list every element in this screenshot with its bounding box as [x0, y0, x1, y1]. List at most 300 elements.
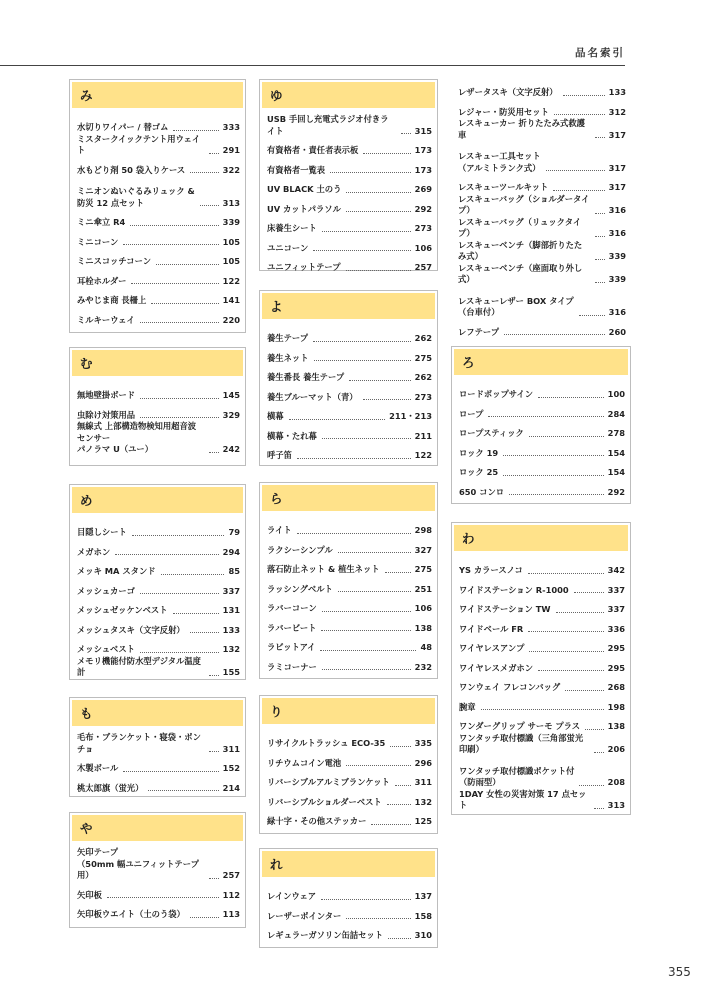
index-entry	[267, 576, 432, 596]
entry-name: ロック 19	[459, 447, 499, 458]
dot-leader	[563, 95, 605, 96]
page-header	[0, 36, 707, 64]
dot-leader	[595, 137, 605, 138]
entry-page-number: 48	[420, 642, 432, 652]
entry-page-number: 214	[222, 782, 240, 793]
index-entry	[459, 674, 625, 694]
entry-page-number: 220	[222, 314, 240, 325]
entry-name: ワイドベール FR	[459, 623, 524, 634]
index-entry	[77, 134, 240, 157]
entry-name: ラッシングベルト	[267, 583, 333, 594]
section-heading: む	[72, 350, 243, 376]
index-entry	[77, 519, 240, 539]
entry-page-number: 145	[222, 390, 240, 400]
entry-page-number: 335	[414, 738, 432, 748]
entry-page-number: 138	[414, 622, 432, 633]
index-entry	[267, 137, 432, 157]
entry-page-number: 122	[222, 275, 240, 286]
index-entry	[459, 713, 625, 733]
entry-page-number: 260	[608, 326, 626, 337]
index-entry	[458, 118, 626, 141]
entry-name: 矢印板	[77, 889, 102, 900]
entry-name: YS カラースノコ	[459, 565, 523, 575]
dot-leader	[140, 593, 219, 594]
index-entry	[267, 157, 432, 177]
dot-leader	[553, 190, 604, 191]
entry-page-number: 105	[222, 256, 240, 266]
dot-leader	[322, 231, 411, 232]
index-entry	[267, 364, 432, 384]
entry-page-number: 312	[608, 106, 626, 117]
entry-name: メッシュベスト	[77, 644, 135, 654]
index-entry	[77, 755, 240, 775]
entry-page-number: 133	[608, 87, 626, 97]
entry-name: メモリ機能付防水型デジタル温度計	[77, 655, 201, 677]
entry-name: 有資格者・責任者表示板	[267, 145, 359, 155]
index-entry	[459, 479, 625, 499]
dot-leader	[314, 360, 411, 361]
index-entry	[77, 775, 240, 795]
entry-name: 目隠しシート	[77, 527, 127, 537]
index-section-ya	[69, 812, 246, 928]
entry-list	[70, 513, 245, 679]
index-entry	[267, 789, 432, 809]
dot-leader	[190, 632, 219, 633]
index-entry	[458, 319, 626, 339]
entry-name: 横幕・たれ幕	[267, 430, 317, 441]
index-entry	[77, 176, 240, 209]
index-section-ra	[259, 482, 438, 679]
dot-leader	[200, 205, 219, 206]
index-entry	[267, 654, 432, 674]
index-entry	[459, 381, 625, 401]
entry-name: ロードポップサイン	[459, 389, 534, 399]
entry-name: ミニコーン	[77, 236, 119, 247]
entry-name: メッキ MA スタンド	[77, 566, 156, 576]
index-entry	[267, 325, 432, 345]
entry-name: ミルキーウェイ	[77, 314, 135, 325]
index-entry	[77, 597, 240, 617]
entry-name: レスキューベンチ（座面取り外し式）	[458, 262, 583, 284]
entry-name: 腕章	[459, 701, 476, 712]
entry-page-number: 329	[222, 409, 240, 420]
index-entry	[267, 730, 432, 750]
entry-name: みやじま商 長柵上	[77, 295, 147, 305]
index-entry	[459, 596, 625, 616]
dot-leader	[546, 170, 605, 171]
dot-leader	[565, 690, 603, 691]
index-entry	[267, 176, 432, 196]
dot-leader	[529, 651, 603, 652]
dot-leader	[321, 630, 410, 631]
entry-name: USB 手回し充電式ラジオ付きライト	[267, 114, 389, 136]
dot-leader	[173, 613, 219, 614]
entry-list	[70, 108, 245, 326]
entry-name: 水切りワイパー / 替ゴム	[77, 122, 169, 132]
entry-name: 矢印テープ （50mm 幅ユニフィットテープ用）	[77, 847, 199, 880]
dot-leader	[123, 244, 218, 245]
dot-leader	[401, 133, 411, 134]
entry-page-number: 317	[608, 162, 626, 173]
entry-list	[70, 376, 245, 456]
index-entry	[77, 617, 240, 637]
index-entry	[267, 442, 432, 462]
dot-leader	[385, 572, 411, 573]
dot-leader	[585, 729, 604, 730]
dot-leader	[140, 417, 219, 418]
dot-leader	[313, 250, 410, 251]
entry-page-number: 336	[607, 623, 625, 634]
entry-page-number: 211・213	[389, 411, 432, 421]
dot-leader	[173, 130, 218, 131]
entry-name: ユニフィットテープ	[267, 262, 341, 272]
index-entry	[267, 883, 432, 903]
entry-page-number: 138	[607, 721, 625, 731]
dot-leader	[594, 752, 604, 753]
entry-name: ミスタークイックテント用ウェイト	[77, 133, 201, 155]
entry-page-number: 262	[414, 333, 432, 343]
dot-leader	[509, 494, 604, 495]
dot-leader	[322, 438, 411, 439]
entry-page-number: 100	[607, 389, 625, 399]
index-entry	[77, 382, 240, 402]
index-entry	[267, 114, 432, 137]
index-entry	[458, 286, 626, 319]
entry-name: 矢印板ウエイト（土のう袋）	[77, 909, 185, 919]
index-section-yo	[259, 290, 438, 466]
dot-leader	[371, 824, 410, 825]
entry-name: レギュラーガソリン缶詰セット	[267, 930, 383, 940]
entry-page-number: 337	[607, 584, 625, 595]
entry-name: レジャー・防災用セット	[458, 106, 549, 117]
section-heading: ろ	[454, 349, 628, 375]
dot-leader	[209, 452, 219, 453]
dot-leader	[595, 213, 605, 214]
index-entry	[77, 656, 240, 679]
entry-name: 耳栓ホルダー	[77, 275, 127, 286]
index-entry	[267, 403, 432, 423]
entry-name: 虫除け対策用品	[77, 409, 136, 420]
entry-page-number: 141	[222, 295, 240, 305]
entry-page-number: 342	[607, 565, 625, 575]
entry-page-number: 133	[222, 624, 240, 635]
dot-leader	[132, 535, 225, 536]
dot-leader	[554, 114, 605, 115]
entry-page-number: 251	[414, 583, 432, 594]
entry-page-number: 155	[222, 667, 240, 677]
dot-leader	[503, 455, 604, 456]
index-entry	[77, 636, 240, 656]
entry-name: ロープスティック	[459, 428, 524, 438]
entry-page-number: 339	[608, 274, 626, 284]
section-heading: よ	[262, 293, 435, 319]
entry-page-number: 295	[607, 643, 625, 653]
dot-leader	[528, 631, 603, 632]
dot-leader	[148, 790, 218, 791]
entry-page-number: 154	[607, 447, 625, 458]
entry-page-number: 322	[222, 164, 240, 175]
entry-list	[446, 74, 631, 338]
index-entry	[77, 901, 240, 921]
index-section-re	[259, 848, 438, 948]
dot-leader	[595, 236, 605, 237]
section-heading: ゆ	[262, 82, 435, 108]
entry-page-number: 257	[414, 262, 432, 272]
entry-list	[260, 877, 437, 942]
entry-page-number: 132	[222, 644, 240, 654]
entry-name: 床養生シート	[267, 223, 317, 233]
dot-leader	[503, 475, 604, 476]
entry-page-number: 211	[414, 430, 432, 441]
dot-leader	[388, 938, 411, 939]
index-entry	[459, 401, 625, 421]
entry-page-number: 278	[607, 428, 625, 438]
index-entry	[459, 577, 625, 597]
index-section-wa	[451, 522, 631, 815]
entry-name: レスキューレザー BOX タイプ （台車付）	[458, 295, 574, 317]
dot-leader	[346, 270, 411, 271]
entry-name: 養生番長 養生テープ	[267, 372, 345, 382]
entry-page-number: 113	[222, 909, 240, 919]
entry-name: リバーシブルショルダーベスト	[267, 796, 382, 807]
index-entry	[77, 248, 240, 268]
index-entry	[459, 733, 625, 756]
dot-leader	[595, 259, 605, 260]
index-entry	[77, 157, 240, 177]
dot-leader	[481, 709, 604, 710]
index-entry	[459, 420, 625, 440]
entry-page-number: 106	[414, 242, 432, 253]
dot-leader	[579, 785, 603, 786]
dot-leader	[504, 334, 605, 335]
entry-name: ライト	[267, 525, 292, 535]
dot-leader	[574, 592, 604, 593]
entry-page-number: 273	[414, 391, 432, 402]
entry-name: UV BLACK 土のう	[267, 184, 342, 194]
entry-name: ロープ	[459, 408, 484, 419]
entry-page-number: 137	[414, 891, 432, 901]
index-entry	[458, 79, 626, 99]
entry-name: メッシュカーゴ	[77, 585, 135, 596]
index-entry	[458, 174, 626, 194]
entry-list	[70, 726, 245, 794]
entry-page-number: 152	[222, 763, 240, 773]
entry-name: ミニスコッチコーン	[77, 256, 152, 266]
index-entry	[458, 141, 626, 174]
entry-name: ラクシーシンプル	[267, 544, 333, 555]
entry-name: ラビットアイ	[267, 642, 316, 652]
index-entry	[459, 459, 625, 479]
dot-leader	[140, 652, 219, 653]
dot-leader	[131, 283, 218, 284]
dot-leader	[107, 897, 219, 898]
entry-name: 有資格者一覧表	[267, 164, 326, 175]
entry-name: ワンダーグリップ サーモ プラス	[459, 721, 581, 731]
entry-name: レーザーポインター	[267, 910, 342, 921]
entry-page-number: 173	[414, 164, 432, 175]
dot-leader	[528, 573, 604, 574]
entry-page-number: 316	[608, 228, 626, 238]
dot-leader	[538, 670, 604, 671]
entry-page-number: 242	[222, 444, 240, 454]
dot-leader	[363, 153, 410, 154]
index-title: 品名索引	[575, 47, 625, 59]
entry-name: 養生ブルーマット（青）	[267, 391, 358, 402]
index-entry	[267, 556, 432, 576]
index-section-ri	[259, 695, 438, 834]
entry-name: ワンタッチ取付標識ポケット付 （防雨型）	[459, 765, 575, 787]
entry-name: 呼子笛	[267, 450, 292, 460]
header-rule	[0, 65, 625, 66]
dot-leader	[130, 225, 218, 226]
dot-leader	[322, 611, 411, 612]
dot-leader	[209, 751, 219, 752]
index-entry	[267, 537, 432, 557]
index-entry	[267, 634, 432, 654]
dot-leader	[140, 322, 219, 323]
entry-page-number: 125	[414, 816, 432, 826]
entry-page-number: 311	[414, 777, 432, 787]
entry-page-number: 112	[222, 889, 240, 900]
entry-list	[260, 511, 437, 673]
index-entry	[267, 903, 432, 923]
dot-leader	[297, 533, 411, 534]
index-entry	[267, 750, 432, 770]
entry-page-number: 333	[222, 122, 240, 132]
entry-page-number: 105	[222, 236, 240, 247]
entry-name: UV カットパラソル	[267, 203, 341, 214]
entry-page-number: 337	[222, 585, 240, 596]
dot-leader	[349, 380, 411, 381]
index-entry	[77, 558, 240, 578]
entry-list	[452, 551, 630, 812]
entry-page-number: 206	[607, 744, 625, 754]
index-section-ro	[451, 346, 631, 504]
entry-name: 毛布・ブランケット・寝袋・ポンチョ	[77, 732, 201, 754]
index-entry	[458, 217, 626, 240]
index-entry	[459, 789, 625, 812]
index-entry	[459, 440, 625, 460]
index-entry	[267, 235, 432, 255]
dot-leader	[579, 315, 605, 316]
index-entry	[458, 194, 626, 217]
dot-leader	[529, 436, 604, 437]
dot-leader	[346, 765, 410, 766]
dot-leader	[156, 264, 219, 265]
entry-name: ラミコーナー	[267, 661, 317, 672]
index-entry	[77, 578, 240, 598]
entry-page-number: 327	[414, 544, 432, 555]
section-heading: れ	[262, 851, 435, 877]
index-entry	[459, 616, 625, 636]
dot-leader	[594, 808, 604, 809]
entry-name: 1DAY 女性の災害対策 17 点セット	[459, 788, 587, 810]
dot-leader	[346, 192, 410, 193]
dot-leader	[538, 397, 604, 398]
entry-name: ラバービート	[267, 622, 317, 633]
entry-page-number: 292	[607, 486, 625, 497]
entry-name: ワンウェイ フレコンバッグ	[459, 682, 561, 692]
entry-page-number: 122	[414, 450, 432, 460]
index-entry	[77, 882, 240, 902]
entry-name: ワイヤレスアンプ	[459, 643, 525, 653]
entry-name: 桃太郎旗（蛍光）	[77, 782, 144, 793]
dot-leader	[297, 458, 411, 459]
section-heading: み	[72, 82, 243, 108]
entry-name: 緑十字・その他ステッカー	[267, 816, 367, 826]
entry-page-number: 106	[414, 603, 432, 613]
entry-page-number: 316	[608, 205, 626, 215]
entry-list	[260, 319, 437, 462]
index-entry	[458, 99, 626, 119]
index-entry	[77, 847, 240, 882]
index-entry	[77, 268, 240, 288]
index-entry	[267, 517, 432, 537]
entry-page-number: 273	[414, 223, 432, 233]
index-entry	[267, 345, 432, 365]
entry-name: レスキューカー 折りたたみ式救護車	[458, 118, 585, 140]
entry-name: レスキューベンチ（脚部折りたたみ式）	[458, 239, 583, 261]
entry-page-number: 296	[414, 757, 432, 768]
entry-page-number: 173	[414, 145, 432, 155]
entry-page-number: 158	[414, 910, 432, 921]
entry-name: 無線式 上部構造物検知用超音波センサー パノラマ U（ユー）	[77, 421, 197, 454]
dot-leader	[140, 398, 219, 399]
entry-name: ミニ傘立 R4	[77, 217, 126, 227]
entry-page-number: 294	[222, 546, 240, 557]
entry-page-number: 257	[222, 870, 240, 880]
index-continuation-re	[446, 74, 631, 338]
entry-name: ラバーコーン	[267, 603, 317, 613]
entry-page-number: 154	[607, 467, 625, 477]
entry-name: ロック 25	[459, 467, 499, 477]
dot-leader	[346, 918, 410, 919]
dot-leader	[209, 675, 219, 676]
entry-name: レザータスキ（文字反射）	[458, 87, 558, 97]
entry-page-number: 291	[222, 145, 240, 155]
dot-leader	[395, 785, 411, 786]
section-heading: り	[262, 698, 435, 724]
index-entry	[77, 209, 240, 229]
index-entry	[459, 557, 625, 577]
entry-name: 養生テープ	[267, 333, 309, 343]
dot-leader	[313, 341, 411, 342]
entry-page-number: 284	[607, 408, 625, 419]
entry-name: メガホン	[77, 546, 111, 557]
index-entry	[459, 694, 625, 714]
entry-name: リサイクルトラッシュ ECO-35	[267, 738, 386, 748]
entry-name: 落石防止ネット & 植生ネット	[267, 564, 380, 574]
index-entry	[267, 922, 432, 942]
entry-name: レスキューバッグ（リュックタイプ）	[458, 216, 582, 238]
entry-page-number: 311	[222, 743, 240, 754]
entry-name: レインウェア	[267, 891, 317, 901]
entry-page-number: 310	[414, 930, 432, 940]
index-entry	[267, 384, 432, 404]
entry-page-number: 262	[414, 372, 432, 382]
dot-leader	[488, 416, 603, 417]
dot-leader	[363, 399, 411, 400]
index-entry	[267, 423, 432, 443]
entry-page-number: 313	[222, 197, 240, 208]
index-entry	[458, 263, 626, 286]
entry-name: レスキューツールキット	[458, 182, 549, 192]
entry-page-number: 337	[607, 604, 625, 614]
entry-page-number: 275	[414, 564, 432, 574]
entry-name: 木製ボール	[77, 763, 119, 773]
dot-leader	[346, 211, 411, 212]
dot-leader	[190, 917, 219, 918]
